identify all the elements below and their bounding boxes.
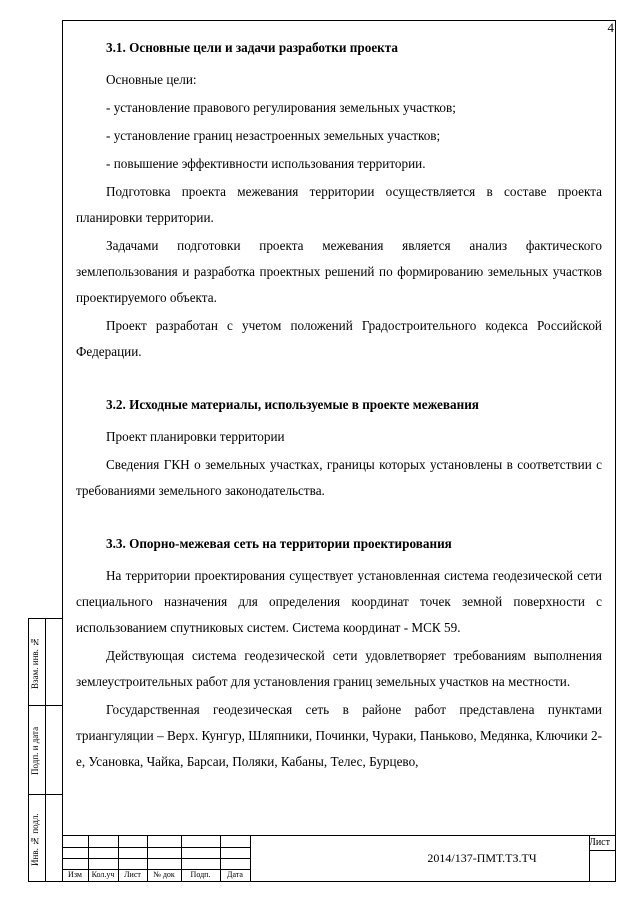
page-number: 4	[607, 20, 614, 35]
paragraph: Проект планировки территории	[106, 429, 285, 444]
paragraph: Государственная геодезическая сеть в районе работ представлена пунктами триангуляции – Верх. Кунгур, Шляпники, Починки, Чураки, Паньково, Медянка, Ключики 2-е, Усановка, Чайка, Барсаи, Поляки, Кабаны, Телес, Бурцево,	[76, 702, 602, 769]
paragraph: Сведения ГКН о земельных участках, границы которых установлены в соответствии с требованиями земельного законодательства.	[76, 457, 602, 498]
section-heading: 3.2. Исходные материалы, используемые в проекте межевания	[106, 397, 479, 412]
col-data: Дата	[227, 870, 243, 879]
col-n-dok: № док	[153, 870, 175, 879]
paragraph: Действующая система геодезической сети удовлетворяет требованиям выполнения землеустроительных работ для установления границ земельных участков на местности.	[76, 648, 602, 689]
col-podp: Подп.	[190, 870, 211, 879]
paragraph: - повышение эффективности использования территории.	[106, 156, 426, 171]
paragraph: Подготовка проекта межевания территории осуществляется в составе проекта планировки территории.	[76, 184, 602, 225]
side-stamp-row-line	[29, 794, 62, 795]
section-heading: 3.1. Основные цели и задачи разработки проекта	[106, 40, 398, 55]
vzam-inv-label: Взам. инв. №	[30, 636, 40, 690]
paragraph: - установление границ незастроенных земельных участков;	[106, 128, 441, 143]
podp-data-label: Подп. и дата	[30, 726, 40, 776]
sheet-label: Лист	[589, 837, 610, 848]
title-block	[62, 835, 616, 882]
document-body	[76, 35, 602, 775]
col-kol-uch: Кол.уч	[91, 870, 115, 879]
paragraph: - установление правового регулирования земельных участков;	[106, 100, 456, 115]
paragraph: Основные цели:	[106, 72, 197, 87]
document-code: 2014/137-ПМТ.ТЗ.ТЧ	[427, 851, 537, 865]
col-izm: Изм	[68, 870, 82, 879]
paragraph: Проект разработан с учетом положений Градостроительного кодекса Российской Федерации.	[76, 318, 602, 359]
side-stamp-row-line	[29, 705, 62, 706]
section-heading: 3.3. Опорно-межевая сеть на территории проектирования	[106, 536, 452, 551]
paragraph: Задачами подготовки проекта межевания является анализ фактического землепользования и разработка проектных решений по формированию земельных участков проектируемого объекта.	[76, 238, 602, 305]
col-list: Лист	[124, 870, 141, 879]
side-stamp	[28, 618, 63, 882]
paragraph: На территории проектирования существует установленная система геодезической сети специального назначения для определения координат точек земной поверхности с использованием спутниковых систем. Система координат - МСК 59.	[76, 568, 602, 635]
inv-podl-label: Инв. № подл.	[30, 813, 40, 867]
